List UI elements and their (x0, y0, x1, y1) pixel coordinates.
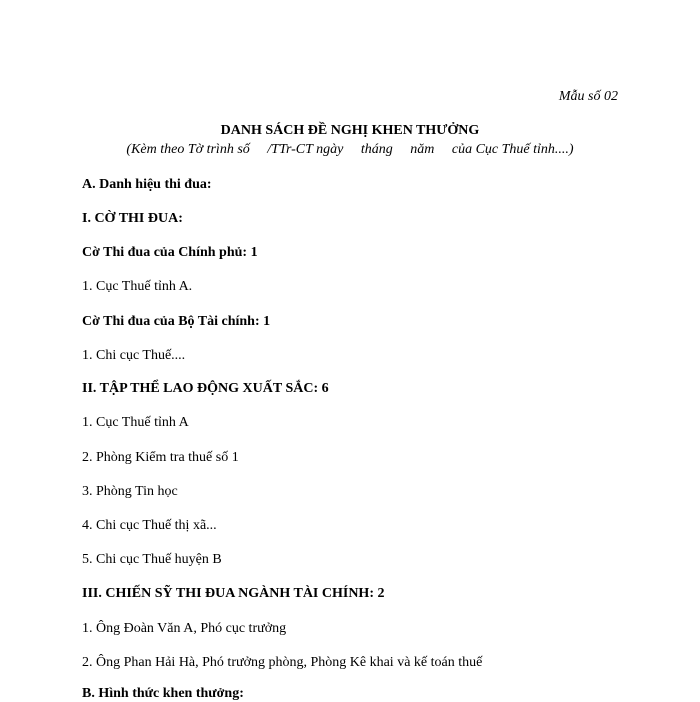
ministry-flag-heading: Cờ Thi đua của Bộ Tài chính: 1 (82, 314, 271, 329)
list-item: 1. Chi cục Thuế.... (82, 348, 186, 363)
form-number: Mẫu số 02 (558, 89, 618, 104)
part-3-heading: III. CHIẾN SỸ THI ĐUA NGÀNH TÀI CHÍNH: 2 (82, 586, 385, 601)
list-item: 5. Chi cục Thuế huyện B (82, 552, 222, 567)
part-2-heading: II. TẬP THỂ LAO ĐỘNG XUẤT SẮC: 6 (82, 381, 329, 396)
list-item: 3. Phòng Tin học (82, 484, 178, 499)
section-b-heading: B. Hình thức khen thưởng: (82, 686, 244, 701)
list-item: 4. Chi cục Thuế thị xã... (82, 518, 217, 533)
list-item: 1. Cục Thuế tỉnh A. (82, 279, 193, 294)
list-item: 1. Ông Đoàn Văn A, Phó cục trưởng (82, 621, 287, 636)
list-item: 1. Cục Thuế tỉnh A (82, 415, 189, 430)
part-1-heading: I. CỜ THI ĐUA: (82, 211, 183, 226)
document-subtitle: (Kèm theo Tờ trình số /TTr-CT ngày tháng năm của Cục Thuế tỉnh....) (126, 142, 574, 157)
gov-flag-heading: Cờ Thi đua của Chính phủ: 1 (82, 245, 258, 260)
list-item: 2. Phòng Kiểm tra thuế số 1 (82, 450, 239, 465)
section-a-heading: A. Danh hiệu thi đua: (82, 177, 212, 192)
list-item: 2. Ông Phan Hải Hà, Phó trưởng phòng, Phòng Kê khai và kế toán thuế (82, 655, 483, 670)
document-title: DANH SÁCH ĐỀ NGHỊ KHEN THƯỞNG (220, 123, 480, 138)
